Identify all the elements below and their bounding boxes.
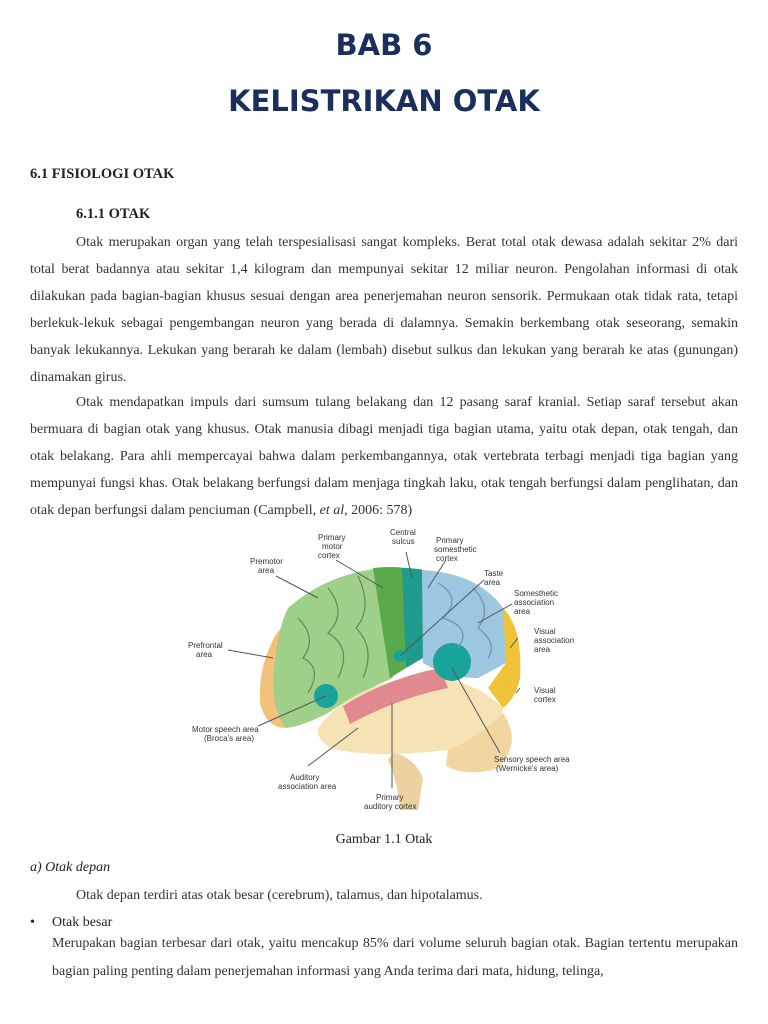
label-visual-cortex: Visual cortex [534,686,556,704]
et-al-text: et al [319,503,345,518]
label-somesthetic-association: Somesthetic association area [514,589,559,616]
paragraph-2-text: Otak mendapatkan impuls dari sumsum tulang belakang dan 12 pasang saraf kranial. Setiap saraf tersebut akan bermuara di bagian otak yang khusus. Otak manusia dibagi menjadi tiga bagian utama, yaitu otak depan, otak tengah, dan otak belakang. Para ahli mempercayai bahwa dalam perkembangannya, otak vertebrata terbagi menjadi tiga bagian yang mempunyai fungsi khas. Otak belakang berfungsi dalam menjaga tingkah laku, otak tengah berfungsi dalam penglihatan, dan otak depan berfungsi dalam penciuman (Campbell, [30,395,738,518]
label-primary-somesthetic: Primary somesthetic cortex [434,536,477,563]
paragraph-4: Merupakan bagian terbesar dari otak, yaitu mencakup 85% dari volume seluruh bagian otak. Bagian tertentu merupakan bagian paling penting dalam penerjemahan informasi yang Anda terima dari mata, hidung, telinga, [52,936,738,979]
label-motor-speech: Motor speech area (Broca's area) [192,725,259,743]
label-visual-association: Visual association area [534,627,575,654]
chapter-title: KELISTRIKAN OTAK [228,84,540,118]
label-auditory-association: Auditory association area [278,773,337,791]
chapter-number: BAB 6 [335,28,433,62]
paragraph-2-citation: , 2006: 578) [344,503,413,518]
paragraph-1: Otak merupakan organ yang telah terspesialisasi sangat kompleks. Berat total otak dewasa adalah sekitar 2% dari total berat badannya atau sekitar 1,4 kilogram dan mempunyai sekitar 12 miliar neuron. Pengolahan informasi di otak dilakukan pada bagian-bagian khusus sesuai dengan area penerjemahan neuron sensorik. Permukaan otak tidak rata, tetapi berlekuk-lekuk sebagai pengembangan neuron yang berada di dalamnya. Semakin berkembang otak seseorang, semakin banyak lekukannya. Lekukan yang berarah ke dalam (lembah) disebut sulkus dan lekukan yang berarah ke atas (gunungan) dinamakan girus. [30,235,738,385]
brain-figure [178,528,590,818]
section-heading: 6.1 FISIOLOGI OTAK [30,166,175,182]
label-sensory-speech: Sensory speech area (Wernicke's area) [494,755,570,773]
label-prefrontal: Prefrontal area [188,641,223,659]
subheading-otak-depan: a) Otak depan [30,860,111,875]
label-taste: Taste area [484,569,504,587]
bullet-item [30,915,112,931]
bullet-title: Otak besar [52,915,113,930]
subsection-heading: 6.1.1 OTAK [76,206,151,222]
figure-caption: Gambar 1.1 Otak [335,832,433,847]
wernickes-area [433,643,471,681]
brain-diagram [178,528,590,818]
label-premotor: Premotor area [250,557,283,575]
label-primary-motor: Primary motor cortex [318,533,346,560]
paragraph-3: Otak depan terdiri atas otak besar (cerebrum), talamus, dan hipotalamus. [76,888,483,903]
label-central-sulcus: Central sulcus [390,528,416,546]
bullet-icon: • [30,915,35,930]
paragraph-2 [30,389,738,524]
label-primary-auditory: Primary auditory cortex [364,793,417,811]
